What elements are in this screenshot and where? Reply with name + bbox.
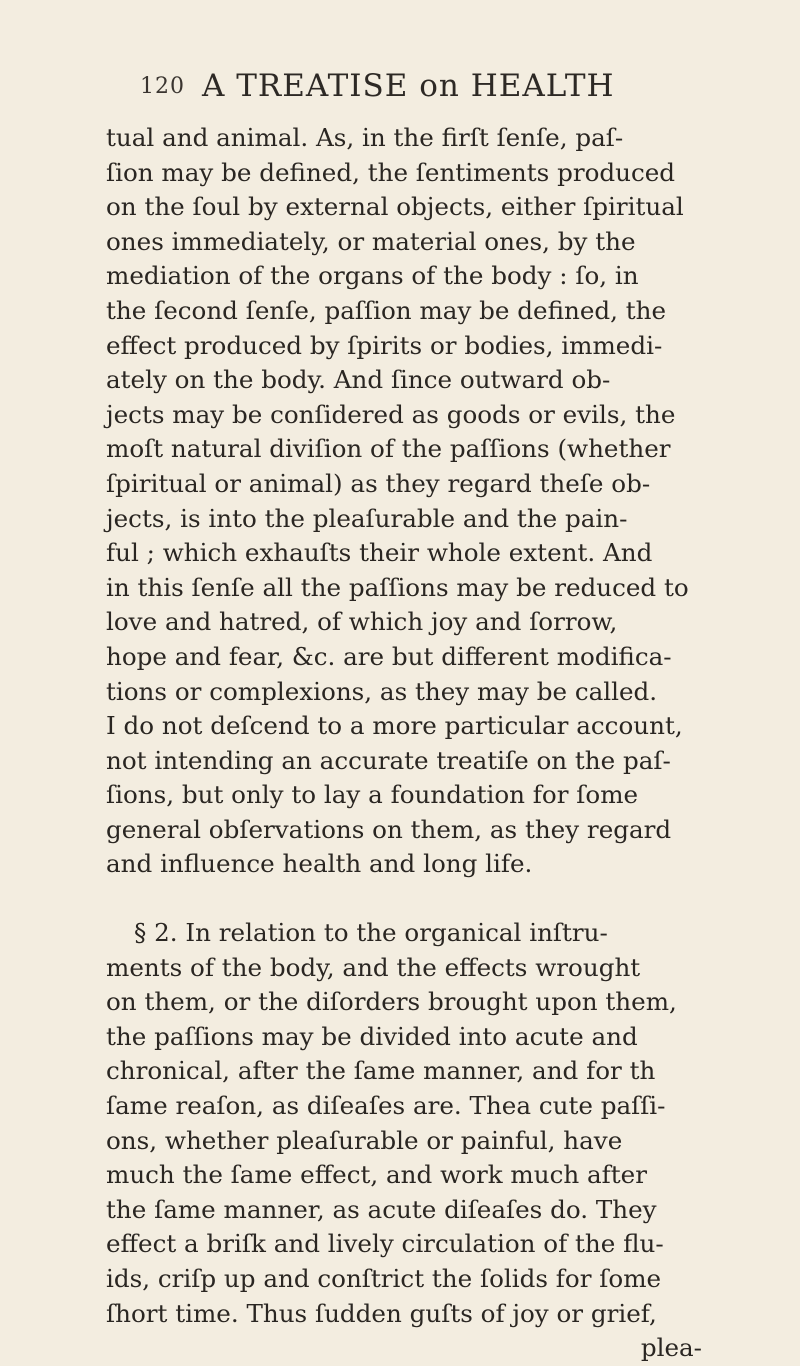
text-line: the ſecond ſenſe, paſſion may be defined, the xyxy=(106,295,667,325)
text-line: ones immediately, or material ones, by the xyxy=(106,226,636,256)
text-line: on the ſoul by external objects, either ſpiritual xyxy=(106,192,684,222)
text-line: much the ſame effect, and work much after xyxy=(106,1160,647,1190)
text-line: ids, criſp up and conſtrict the ſolids for ſome xyxy=(106,1264,662,1293)
text-line: ſame reaſon, as diſeaſes are. Thea cute paſſi- xyxy=(106,1091,666,1121)
page-header xyxy=(140,68,740,108)
text-line: in this ſenſe all the paſſions may be reduced to xyxy=(106,572,689,602)
text-line: ſhort time. Thus ſudden guſts of joy or grief, xyxy=(106,1298,657,1328)
text-line: jects may be conſidered as goods or evils, the xyxy=(106,399,676,429)
text-line: general obſervations on them, as they regard xyxy=(106,814,672,844)
paragraph-2 xyxy=(106,916,766,1331)
text-line: mediation of the organs of the body : ſo, in xyxy=(106,261,639,291)
text-line: § 2. In relation to the organical inſtru- xyxy=(134,918,608,948)
text-line: on them, or the diſorders brought upon them, xyxy=(106,987,677,1017)
text-line: moſt natural diviſion of the paſſions (whether xyxy=(106,434,671,464)
text-line: ſions, but only to lay a foundation for ſome xyxy=(106,780,639,810)
running-title: A TREATISE on HEALTH xyxy=(202,68,615,104)
text-line: ſpiritual or animal) as they regard theſe ob- xyxy=(106,468,651,498)
text-line: ſion may be defined, the ſentiments produced xyxy=(106,157,676,187)
body-text xyxy=(106,121,766,1366)
paragraph-1 xyxy=(106,121,766,882)
text-line: ons, whether pleaſurable or painful, have xyxy=(106,1125,623,1155)
text-line: effect produced by ſpirits or bodies, immedi- xyxy=(106,330,663,360)
text-line: the ſame manner, as acute diſeaſes do. They xyxy=(106,1194,657,1224)
text-line: ately on the body. And ſince outward ob- xyxy=(106,365,611,395)
text-line: jects, is into the pleaſurable and the pain- xyxy=(106,503,628,533)
page-number: 120 xyxy=(140,74,185,99)
text-line: love and hatred, of which joy and ſorrow, xyxy=(106,607,618,637)
text-line: chronical, after the ſame manner, and for th xyxy=(106,1056,656,1086)
catchword: plea- xyxy=(640,1333,702,1363)
text-line: not intending an accurate treatiſe on the paſ- xyxy=(106,745,671,775)
text-line: and influence health and long life. xyxy=(106,849,533,879)
text-line: ments of the body, and the effects wrought xyxy=(106,952,641,982)
text-line: the paſſions may be divided into acute and xyxy=(106,1021,638,1051)
section-gap xyxy=(106,882,766,916)
text-line: tions or complexions, as they may be called. xyxy=(106,676,658,706)
text-line: I do not deſcend to a more particular account, xyxy=(106,711,683,741)
text-line: hope and fear, &c. are but different modifica- xyxy=(106,641,672,671)
text-line: effect a briſk and lively circulation of the flu- xyxy=(106,1229,664,1259)
text-line: tual and animal. As, in the firſt ſenſe, paſ- xyxy=(106,123,624,152)
text-line: ful ; which exhauſts their whole extent. And xyxy=(106,538,653,568)
